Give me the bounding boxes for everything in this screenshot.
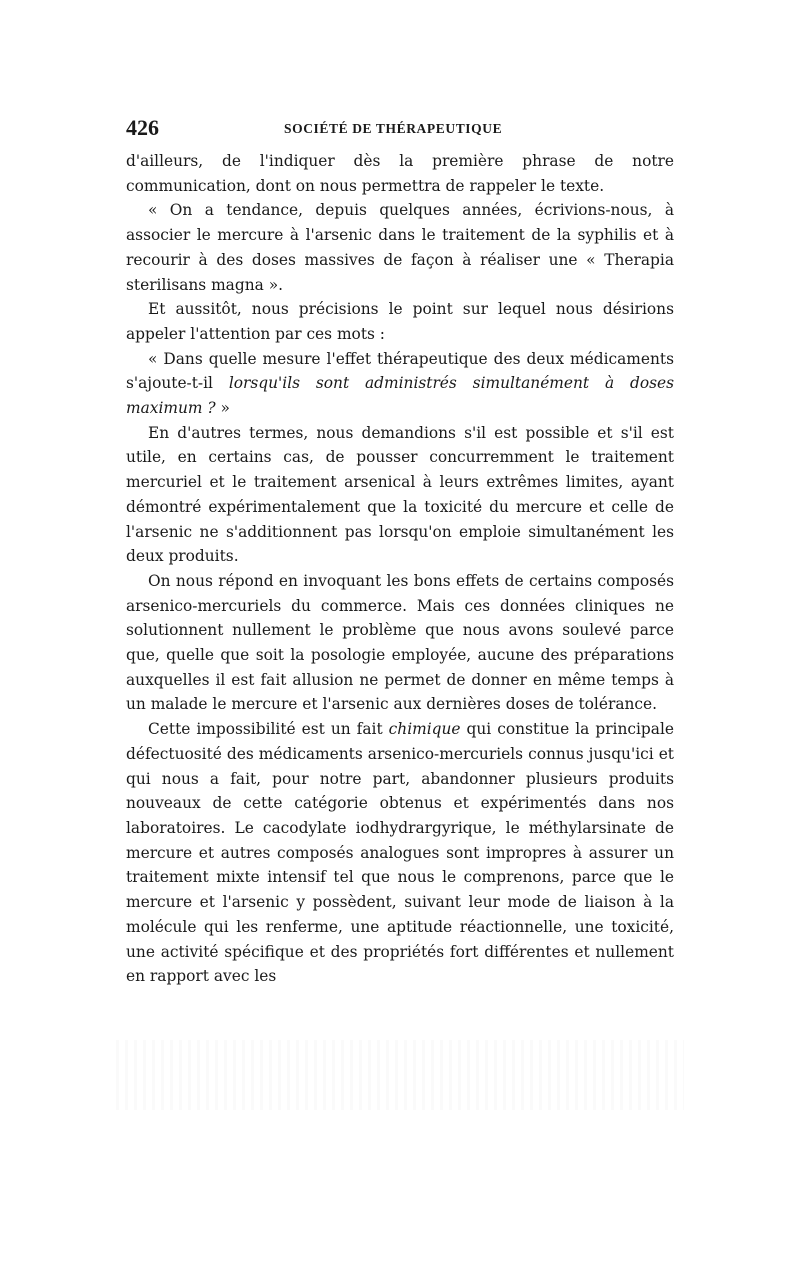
show-through-texture	[116, 1040, 684, 1110]
paragraph-3: Et aussitôt, nous précisions le point sur lequel nous désirions appeler l'attention par ces mots :	[126, 300, 674, 343]
paragraph-7-start: Cette impossibilité est un fait	[148, 720, 389, 739]
page-number: 426	[126, 115, 159, 140]
paragraph-1: d'ailleurs, de l'indiquer dès la première phrase de notre communication, dont on nous permettra de rappeler le texte.	[126, 152, 674, 195]
quote-emphasis: lorsqu'ils sont administrés simultanément à doses maximum ?	[126, 374, 675, 418]
paragraph-7	[126, 717, 674, 989]
paragraph-2: « On a tendance, depuis quelques années, écrivions-nous, à associer le mercure à l'arsenic dans le traitement de la syphilis et à recourir à des doses massives de façon à réaliser une « Therapia sterilisans magna ».	[126, 201, 674, 294]
paragraph-7-end: qui constitue la principale défectuosité des médicaments arsenico-mercuriels connus jusqu'ici et qui nous a fait, pour notre part, abandonner plusieurs produits nouveaux de cette catégorie obtenus et expérimentés dans nos laboratoires. Le cacodylate iodhydrargyrique, le méthylarsinate de mercure et autres composés analogues sont impropres à assurer un traitement mixte intensif tel que nous le comprenons, parce que le mercure et l'arsenic y possèdent, suivant leur mode de liaison à la molécule qui les renferme, une aptitude réactionnelle, une toxicité, une activité spécifique et des propriétés fort différentes et nullement en rapport avec les	[126, 720, 674, 986]
quote-text: « Dans quelle mesure l'effet thérapeutique des deux médicaments s'ajoute-t-il	[126, 349, 674, 393]
body-text	[126, 149, 674, 989]
page-header	[126, 112, 674, 144]
running-head: SOCIÉTÉ DE THÉRAPEUTIQUE	[284, 121, 503, 136]
quote-close: »	[215, 399, 230, 418]
paragraph-6: On nous répond en invoquant les bons effets de certains composés arsenico-mercuriels du commerce. Mais ces données cliniques ne solutionnent nullement le problème que nous avons soulevé parce que, quelle que soit la posologie employée, aucune des préparations auxquelles il est fait allusion ne permet de donner en même temps à un malade le mercure et l'arsenic aux dernières doses de tolérance.	[126, 571, 674, 714]
paragraph-4-quote	[126, 347, 674, 421]
paragraph-5: En d'autres termes, nous demandions s'il est possible et s'il est utile, en certains cas, de pousser concurremment le traitement mercuriel et le traitement arsenical à leurs extrêmes limites, ayant démontré expérimentalement que la toxicité du mercure et celle de l'arsenic ne s'additionnent pas lorsqu'on emploie simultanément les deux produits.	[126, 423, 674, 566]
paragraph-7-emphasis: chimique	[388, 720, 461, 739]
